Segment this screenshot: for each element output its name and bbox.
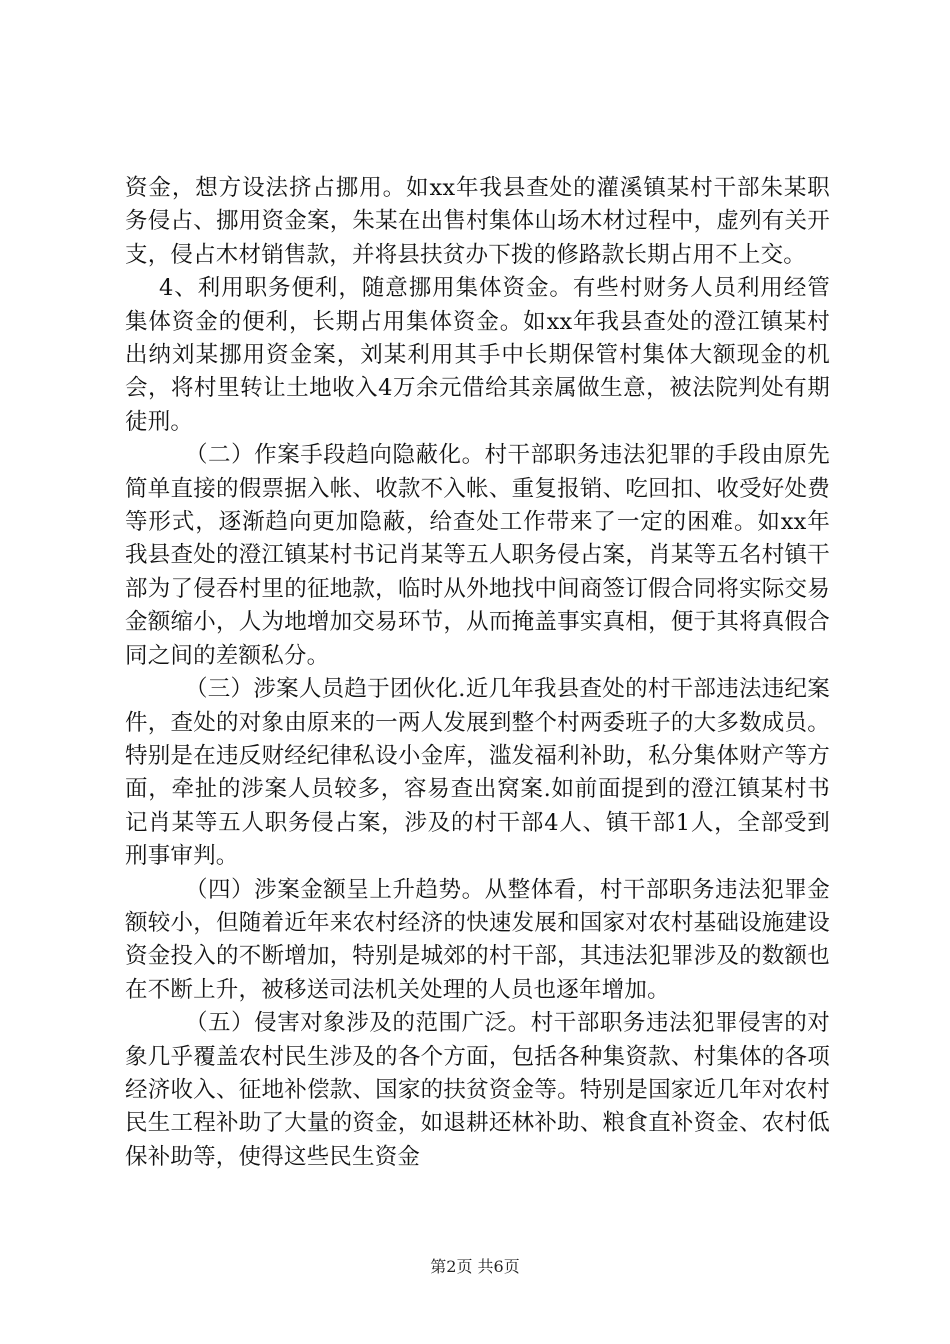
paragraph-2: 4、利用职务便利，随意挪用集体资金。有些村财务人员利用经管集体资金的便利，长期占用集体资金。如xx年我县查处的澄江镇某村出纳刘某挪用资金案，刘某利用其手中长期保管村集体大额现金的机会，将村里转让土地收入4万余元借给其亲属做生意，被法院判处有期徒刑。 bbox=[125, 275, 830, 435]
document-body bbox=[125, 172, 830, 1174]
paragraph-1: 资金，想方设法挤占挪用。如xx年我县查处的灌溪镇某村干部朱某职务侵占、挪用资金案，朱某在出售村集体山场木材过程中，虚列有关开支，侵占木材销售款，并将县扶贫办下拨的修路款长期占用不上交。 bbox=[125, 175, 830, 268]
paragraph-3: （二）作案手段趋向隐蔽化。村干部职务违法犯罪的手段由原先简单直接的假票据入帐、收款不入帐、重复报销、吃回扣、收受好处费等形式，逐渐趋向更加隐蔽，给查处工作带来了一定的困难。如xx年我县查处的澄江镇某村书记肖某等五人职务侵占案，肖某等五名村镇干部为了侵吞村里的征地款，临时从外地找中间商签订假合同将实际交易金额缩小，人为地增加交易环节，从而掩盖事实真相，便于其将真假合同之间的差额私分。 bbox=[125, 442, 830, 669]
paragraph-5: （四）涉案金额呈上升趋势。从整体看，村干部职务违法犯罪金额较小，但随着近年来农村经济的快速发展和国家对农村基础设施建设资金投入的不断增加，特别是城郊的村干部，其违法犯罪涉及的数额也在不断上升，被移送司法机关处理的人员也逐年增加。 bbox=[125, 876, 830, 1003]
page-number-label: 第2页 共6页 bbox=[430, 1257, 520, 1276]
paragraph-4: （三）涉案人员趋于团伙化.近几年我县查处的村干部违法违纪案件，查处的对象由原来的一两人发展到整个村两委班子的大多数成员。特别是在违反财经纪律私设小金库，滥发福利补助，私分集体财产等方面，牵扯的涉案人员较多，容易查出窝案.如前面提到的澄江镇某村书记肖某等五人职务侵占案，涉及的村干部4人、镇干部1人，全部受到刑事审判。 bbox=[125, 676, 830, 870]
page-footer bbox=[0, 1254, 950, 1277]
paragraph-6: （五）侵害对象涉及的范围广泛。村干部职务违法犯罪侵害的对象几乎覆盖农村民生涉及的各个方面，包括各种集资款、村集体的各项经济收入、征地补偿款、国家的扶贫资金等。特别是国家近几年对农村民生工程补助了大量的资金，如退耕还林补助、粮食直补资金、农村低保补助等，使得这些民生资金 bbox=[125, 1010, 830, 1170]
